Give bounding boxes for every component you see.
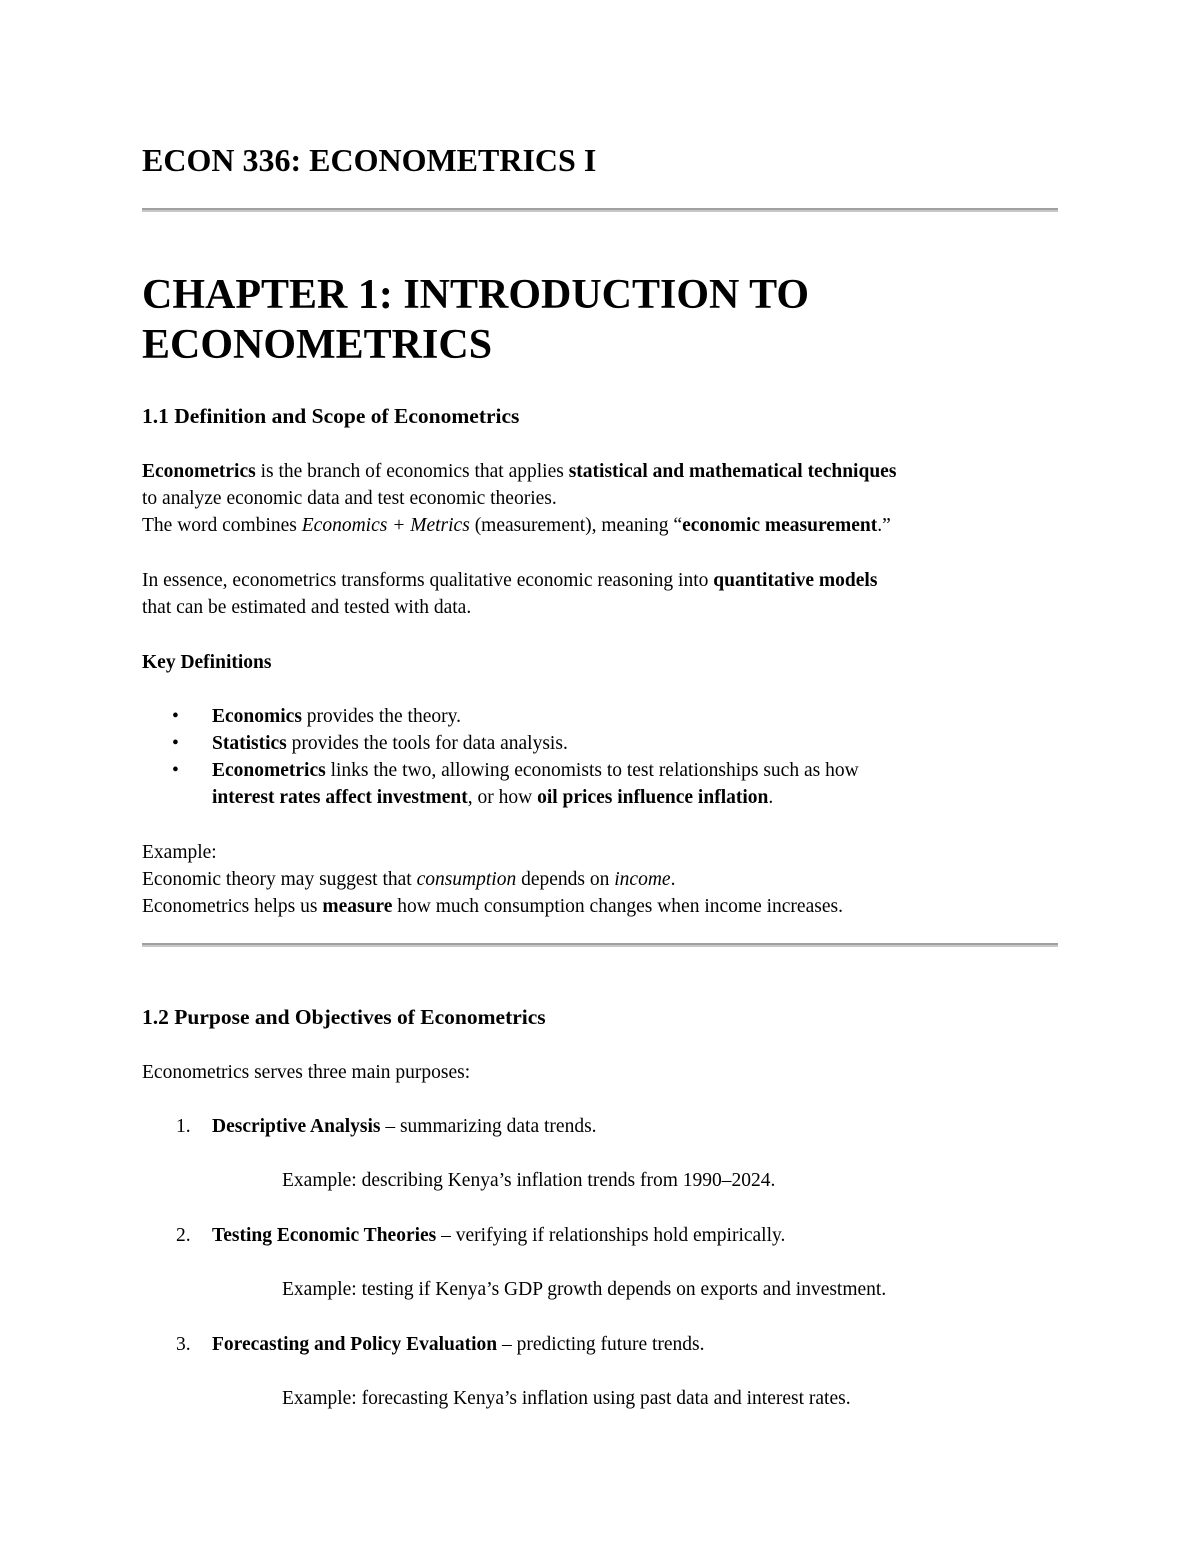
item-example: Example: testing if Kenya’s GDP growth depends on exports and investment. — [282, 1279, 887, 1300]
bold-term: Econometrics — [212, 760, 326, 781]
text-run: .” — [877, 515, 891, 536]
bold-term: Statistics — [212, 733, 287, 754]
bullet-icon: • — [172, 760, 179, 781]
text-run: , or how — [467, 787, 538, 808]
italic-term: consumption — [416, 869, 517, 890]
bold-term: interest rates affect investment — [212, 787, 468, 808]
definition-paragraph — [142, 458, 1072, 539]
key-definitions-label: Key Definitions — [142, 652, 272, 673]
text-line: that can be estimated and tested with data. — [142, 597, 472, 618]
text-line — [212, 1113, 597, 1140]
text-line — [142, 512, 1072, 539]
key-definitions-list — [142, 703, 1058, 811]
bold-term: economic measurement — [682, 515, 878, 536]
text-line — [212, 1331, 705, 1358]
text-run: links the two, allowing economists to test relationships such as how — [325, 760, 859, 781]
text-run: The word combines — [142, 515, 302, 536]
example-paragraph — [142, 839, 1072, 920]
bold-term: Descriptive Analysis — [212, 1116, 381, 1137]
bold-term: Econometrics — [142, 461, 256, 482]
essence-paragraph — [142, 567, 1072, 621]
text-run: provides the tools for data analysis. — [286, 733, 568, 754]
horizontal-rule — [142, 943, 1058, 947]
text-run: – predicting future trends. — [497, 1334, 705, 1355]
bullet-icon: • — [172, 706, 179, 727]
bold-term: Forecasting and Policy Evaluation — [212, 1334, 498, 1355]
list-number: 1. — [176, 1116, 191, 1137]
bold-term: oil prices influence inflation — [537, 787, 769, 808]
course-title: ECON 336: ECONOMETRICS I — [142, 142, 597, 178]
text-run: – verifying if relationships hold empirically. — [436, 1225, 786, 1246]
bold-term: quantitative models — [713, 570, 878, 591]
text-run: – summarizing data trends. — [380, 1116, 597, 1137]
list-number: 3. — [176, 1334, 191, 1355]
list-number: 2. — [176, 1225, 191, 1246]
list-item — [142, 757, 1058, 811]
text-run: provides the theory. — [301, 706, 461, 727]
text-run: is the branch of economics that applies — [255, 461, 569, 482]
section-heading-1-2: 1.2 Purpose and Objectives of Econometrics — [142, 1005, 546, 1029]
text-run: depends on — [516, 869, 615, 890]
bold-term: Testing Economic Theories — [212, 1225, 437, 1246]
text-line — [142, 893, 1072, 920]
horizontal-rule — [142, 208, 1058, 212]
text-line — [212, 703, 1058, 730]
text-line — [212, 757, 1058, 784]
text-line — [212, 1222, 785, 1249]
text-run: how much consumption changes when income increases. — [392, 896, 843, 917]
text-line: to analyze economic data and test economic theories. — [142, 488, 557, 509]
text-line — [212, 784, 1058, 811]
bullet-icon: • — [172, 733, 179, 754]
italic-term: income — [614, 869, 671, 890]
italic-term: Economics + Metrics — [301, 515, 470, 536]
example-label: Example: — [142, 842, 217, 863]
section-heading-1-1: 1.1 Definition and Scope of Econometrics — [142, 404, 520, 428]
list-item — [142, 703, 1058, 730]
text-run: (measurement), meaning “ — [469, 515, 683, 536]
bold-term: statistical and mathematical techniques — [568, 461, 897, 482]
item-example: Example: forecasting Kenya’s inflation using past data and interest rates. — [282, 1388, 851, 1409]
item-example: Example: describing Kenya’s inflation trends from 1990–2024. — [282, 1170, 776, 1191]
text-line — [142, 567, 1072, 594]
text-run: . — [670, 869, 676, 890]
list-item — [142, 730, 1058, 757]
text-line — [142, 866, 1072, 893]
bold-term: measure — [322, 896, 393, 917]
text-run: . — [768, 787, 774, 808]
text-run: In essence, econometrics transforms qualitative economic reasoning into — [142, 570, 714, 591]
bold-term: Economics — [212, 706, 302, 727]
text-run: Econometrics helps us — [142, 896, 323, 917]
purposes-intro: Econometrics serves three main purposes: — [142, 1062, 471, 1083]
chapter-title: CHAPTER 1: INTRODUCTION TO ECONOMETRICS — [142, 272, 810, 368]
text-run: Economic theory may suggest that — [142, 869, 417, 890]
text-line — [142, 458, 1072, 485]
text-line — [212, 730, 1058, 757]
